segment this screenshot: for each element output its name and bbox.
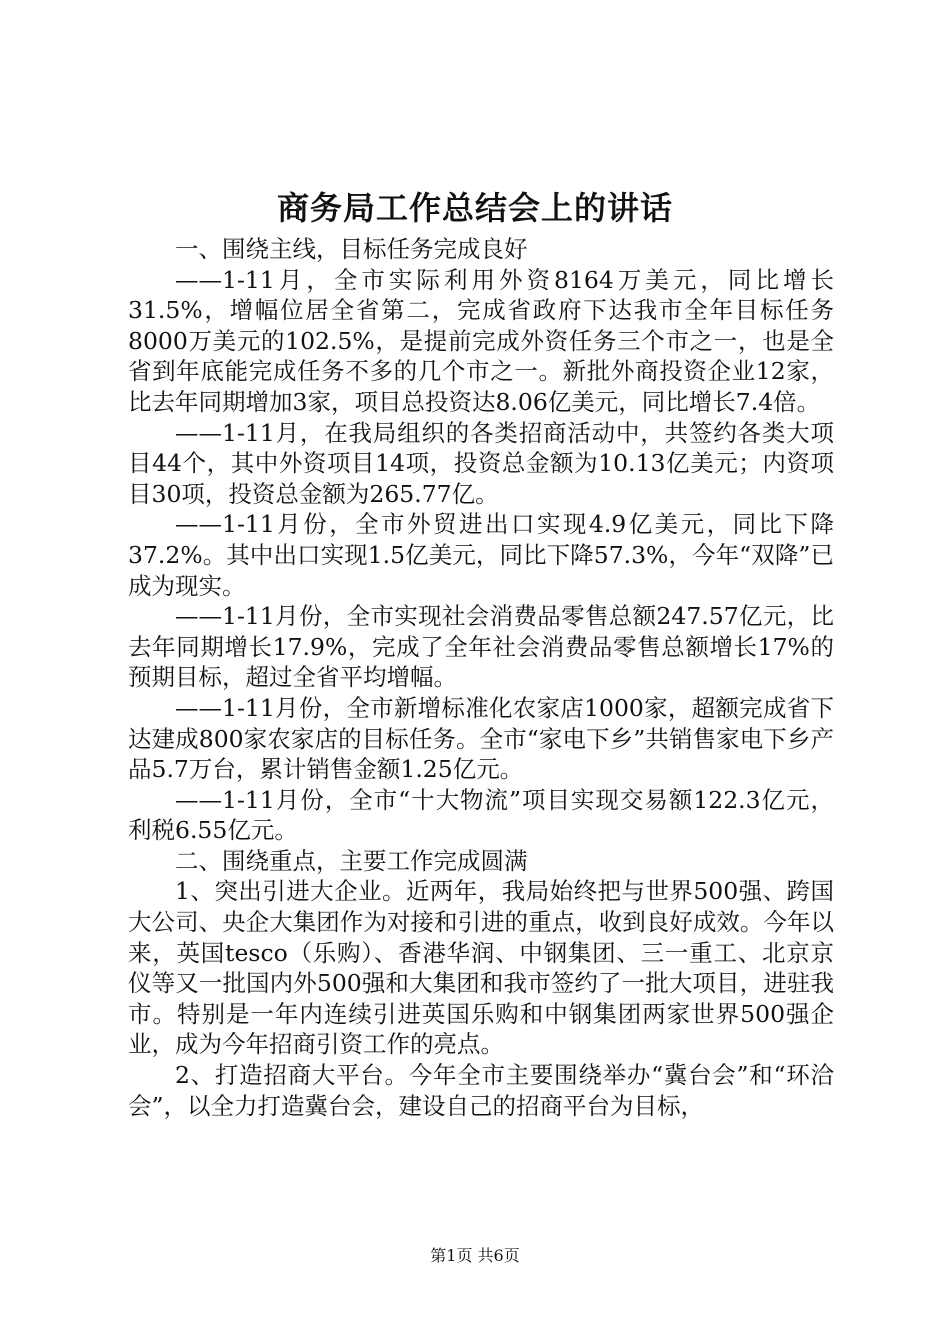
document-body: [128, 234, 834, 1121]
paragraph-rural-stores: ——1-11月份，全市新增标准化农家店1000家，超额完成省下达建成800家农家店的目标任务。全市“家电下乡”共销售家电下乡产品5.7万台，累计销售金额1.25亿元。: [128, 693, 834, 784]
section-heading-1: 一、围绕主线，目标任务完成良好: [175, 235, 528, 263]
paragraph-logistics: ——1-11月份，全市“十大物流”项目实现交易额122.3亿元，利税6.55亿元。: [128, 785, 834, 845]
section-heading-2: 二、围绕重点，主要工作完成圆满: [175, 846, 528, 875]
page-number-footer: 第1页 共6页: [430, 1246, 520, 1265]
paragraph-investment-platform: 2、打造招商大平台。今年全市主要围绕举办“冀台会”和“环洽会”，以全力打造冀台会，建设自己的招商平台为目标，: [128, 1061, 834, 1120]
paragraph-retail-sales: ——1-11月份，全市实现社会消费品零售总额247.57亿元，比去年同期增长17.9%，完成了全年社会消费品零售总额增长17%的预期目标，超过全省平均增幅。: [128, 602, 834, 692]
paragraph-large-enterprises: 1、突出引进大企业。近两年，我局始终把与世界500强、跨国大公司、央企大集团作为对接和引进的重点，收到良好成效。今年以来，英国tesco（乐购）、香港华润、中钢集团、三一重工、北京京仪等又一批国内外500强和大集团和我市签约了一批大项目，进驻我市。特别是一年内连续引进英国乐购和中钢集团两家世界500强企业，成为今年招商引资工作的亮点。: [128, 877, 834, 1059]
paragraph-investment-projects: ——1-11月，在我局组织的各类招商活动中，共签约各类大项目44个，其中外资项目14项，投资总金额为10.13亿美元；内资项目30项，投资总金额为265.77亿。: [128, 418, 834, 508]
document-title: 商务局工作总结会上的讲话: [276, 189, 673, 227]
paragraph-foreign-investment: ——1-11月，全市实际利用外资8164万美元，同比增长31.5%，增幅位居全省第二，完成省政府下达我市全年目标任务8000万美元的102.5%，是提前完成外资任务三个市之一，也是全省到年底能完成任务不多的几个市之一。新批外商投资企业12家，比去年同期增加3家，项目总投资达8.06亿美元，同比增长7.4倍。: [128, 265, 834, 416]
paragraph-foreign-trade: ——1-11月份，全市外贸进出口实现4.9亿美元，同比下降37.2%。其中出口实现1.5亿美元，同比下降57.3%，今年“双降”已成为现实。: [128, 510, 834, 600]
